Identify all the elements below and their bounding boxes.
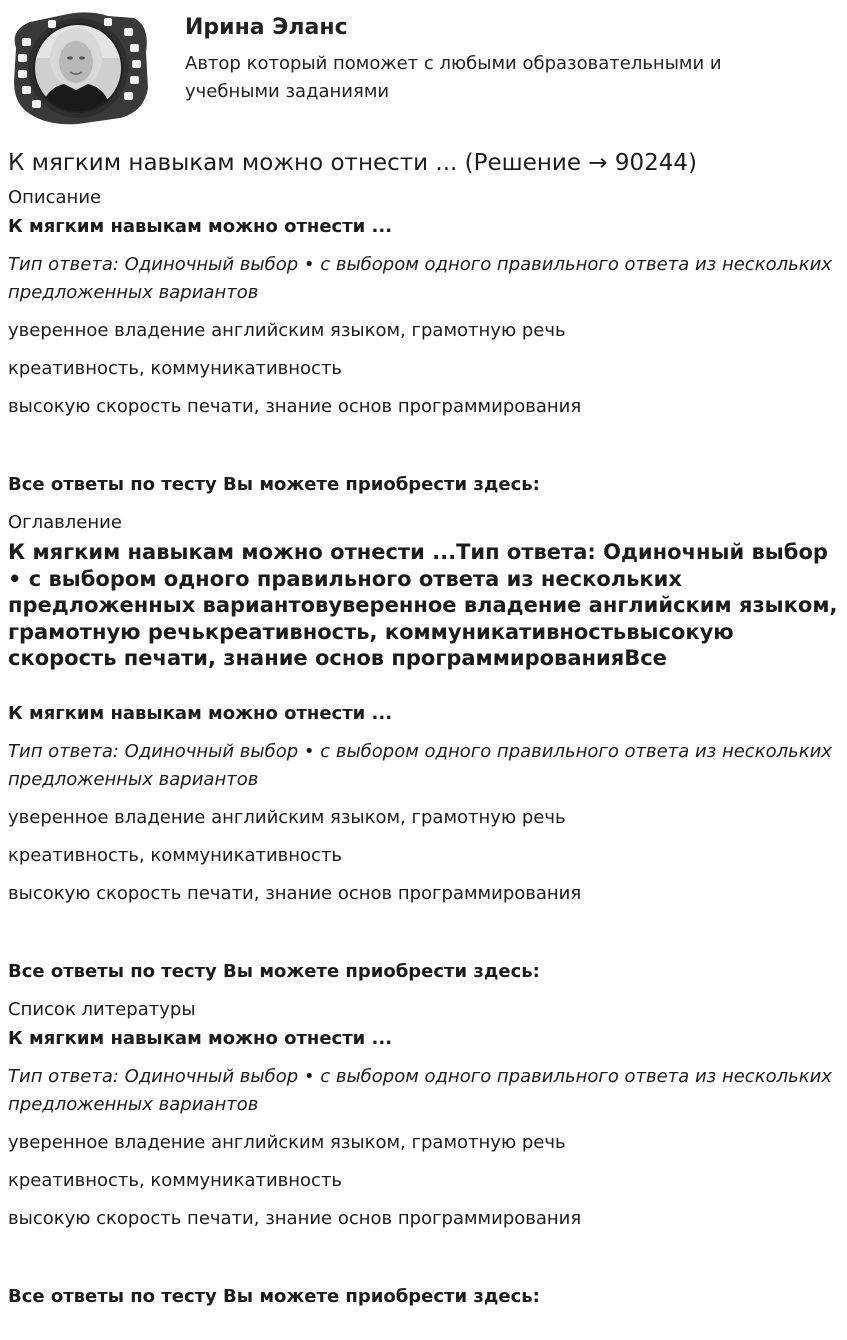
question-title: К мягким навыкам можно отнести ...	[8, 216, 393, 237]
buy-answers-text: Все ответы по тесту Вы можете приобрести здесь:	[8, 961, 540, 982]
answer-option: высокую скорость печати, знание основ программирования	[8, 883, 582, 904]
buy-answers-text: Все ответы по тесту Вы можете приобрести здесь:	[8, 474, 540, 495]
film-frame-avatar-icon	[8, 8, 150, 126]
answer-option: высокую скорость печати, знание основ программирования	[8, 396, 582, 417]
question-type: Тип ответа: Одиночный выбор • с выбором одного правильного ответа из нескольких предложенных вариантов	[8, 254, 832, 303]
page-title: К мягким навыкам можно отнести ... (Решение → 90244)	[8, 150, 698, 176]
answer-option: уверенное владение английским языком, грамотную речь	[8, 320, 566, 341]
main-content	[8, 146, 838, 1311]
question-type: Тип ответа: Одиночный выбор • с выбором одного правильного ответа из нескольких предложенных вариантов	[8, 1066, 832, 1115]
buy-answers-text: Все ответы по тесту Вы можете приобрести здесь:	[8, 1286, 540, 1307]
author-name[interactable]: Ирина Эланс	[185, 15, 348, 40]
question-title: К мягким навыкам можно отнести ...	[8, 1028, 393, 1049]
author-description: Автор который поможет с любыми образовательными и учебными заданиями	[185, 53, 722, 102]
question-type: Тип ответа: Одиночный выбор • с выбором одного правильного ответа из нескольких предложенных вариантов	[8, 741, 832, 790]
toc-text: К мягким навыкам можно отнести ...Тип ответа: Одиночный выбор • с выбором одного правильного ответа из нескольких предложенных вариантовуверенное владение английским языком, грамотную речькреативность, коммуникативностьвысокую скорость печати, знание основ программированияВсе	[8, 540, 838, 670]
description-label: Описание	[8, 187, 102, 208]
answer-option: креативность, коммуникативность	[8, 358, 343, 379]
question-title: К мягким навыкам можно отнести ...	[8, 703, 393, 724]
author-avatar	[8, 8, 150, 126]
answer-option: уверенное владение английским языком, грамотную речь	[8, 1132, 566, 1153]
author-block	[8, 6, 838, 128]
literature-label: Список литературы	[8, 999, 196, 1020]
answer-option: высокую скорость печати, знание основ программирования	[8, 1208, 582, 1229]
answer-option: креативность, коммуникативность	[8, 1170, 343, 1191]
answer-option: уверенное владение английским языком, грамотную речь	[8, 807, 566, 828]
toc-label: Оглавление	[8, 512, 122, 533]
answer-option: креативность, коммуникативность	[8, 845, 343, 866]
